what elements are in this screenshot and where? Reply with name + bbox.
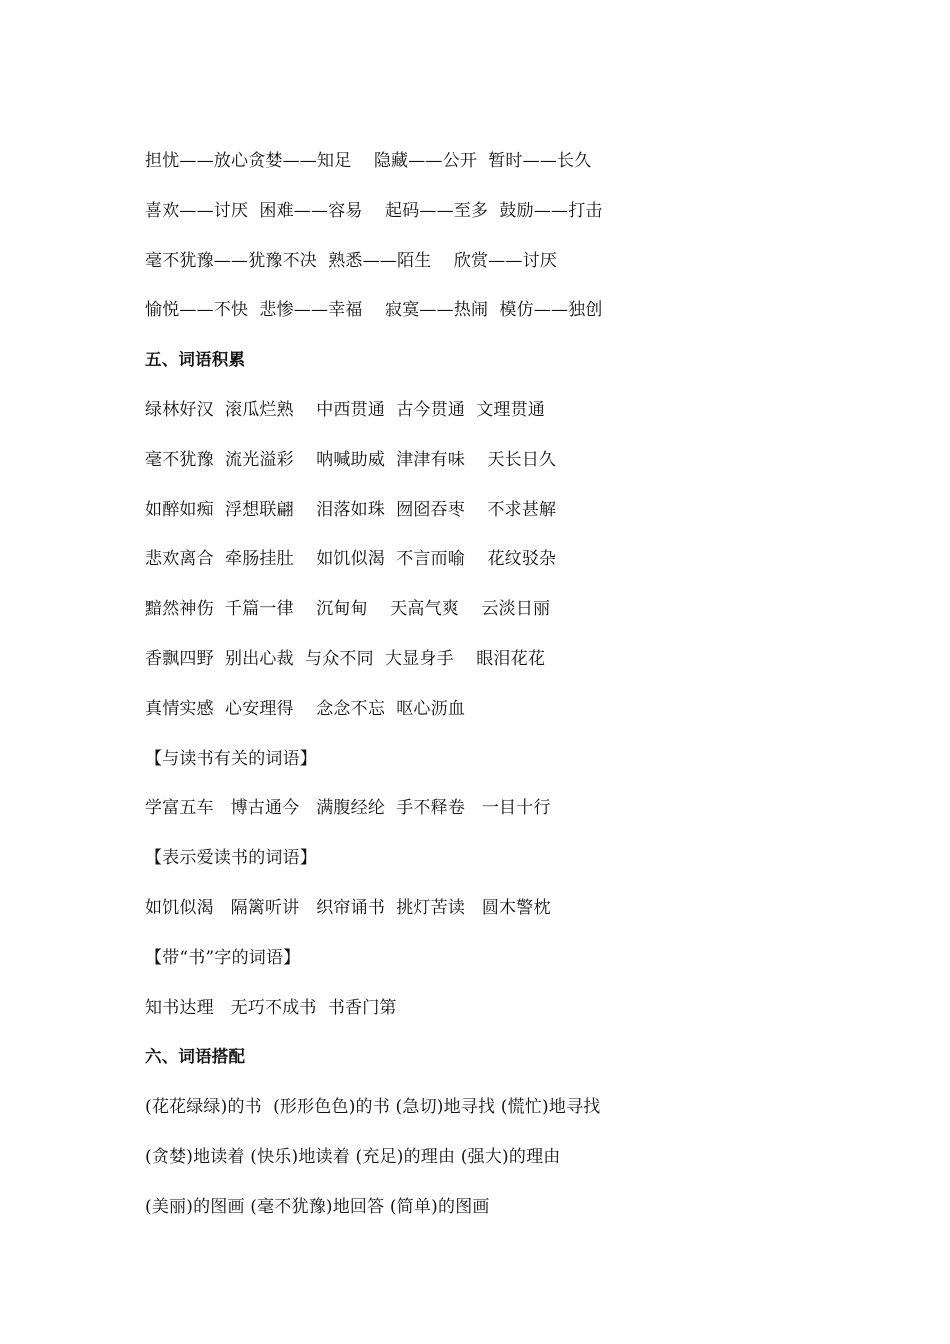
idiom-line: 学富五车 博古通今 满腹经纶 手不释卷 一目十行 [145,798,551,819]
idiom-line: 知书达理 无巧不成书 书香门第 [145,997,397,1018]
subheading-book-character-words: 【带“书”字的词语】 [145,947,301,968]
idiom-line: 如饥似渴 隔篱听讲 织帘诵书 挑灯苦读 圆木警枕 [145,897,551,918]
idiom-line: 毫不犹豫 流光溢彩 呐喊助威 津津有味 天长日久 [145,449,557,470]
idiom-line: 如醉如痴 浮想联翩 泪落如珠 囫囵吞枣 不求甚解 [145,499,557,520]
idiom-line: 真情实感 心安理得 念念不忘 呕心沥血 [145,698,466,719]
section-heading-vocabulary: 五、词语积累 [145,350,246,370]
antonym-line: 喜欢——讨厌 困难——容易 起码——至多 鼓励——打击 [145,200,603,221]
antonym-line: 愉悦——不快 悲惨——幸福 寂寞——热闹 模仿——独创 [145,300,603,321]
idiom-line: 悲欢离合 牵肠挂肚 如饥似渴 不言而喻 花纹驳杂 [145,549,557,570]
antonym-line: 担忧——放心贪婪——知足 隐藏——公开 暂时——长久 [145,151,592,171]
idiom-line: 黯然神伤 千篇一律 沉甸甸 天高气爽 云淡日丽 [145,599,551,620]
antonym-line: 毫不犹豫——犹豫不决 熟悉——陌生 欣赏——讨厌 [145,250,558,271]
idiom-line: 香飘四野 别出心裁 与众不同 大显身手 眼泪花花 [145,648,546,669]
subheading-love-reading-words: 【表示爱读书的词语】 [145,848,317,869]
idiom-line: 绿林好汉 滚瓜烂熟 中西贯通 古今贯通 文理贯通 [145,399,546,420]
section-heading-collocation: 六、词语搭配 [145,1047,246,1067]
collocation-line: (贪婪)地读着 (快乐)地读着 (充足)的理由 (强大)的理由 [145,1146,561,1167]
subheading-reading-words: 【与读书有关的词语】 [145,748,317,769]
collocation-line: (花花绿绿)的书 (形形色色)的书 (急切)地寻找 (慌忙)地寻找 [145,1097,601,1118]
collocation-line: (美丽)的图画 (毫不犹豫)地回答 (简单)的图画 [145,1196,490,1217]
document-page [145,146,865,1242]
